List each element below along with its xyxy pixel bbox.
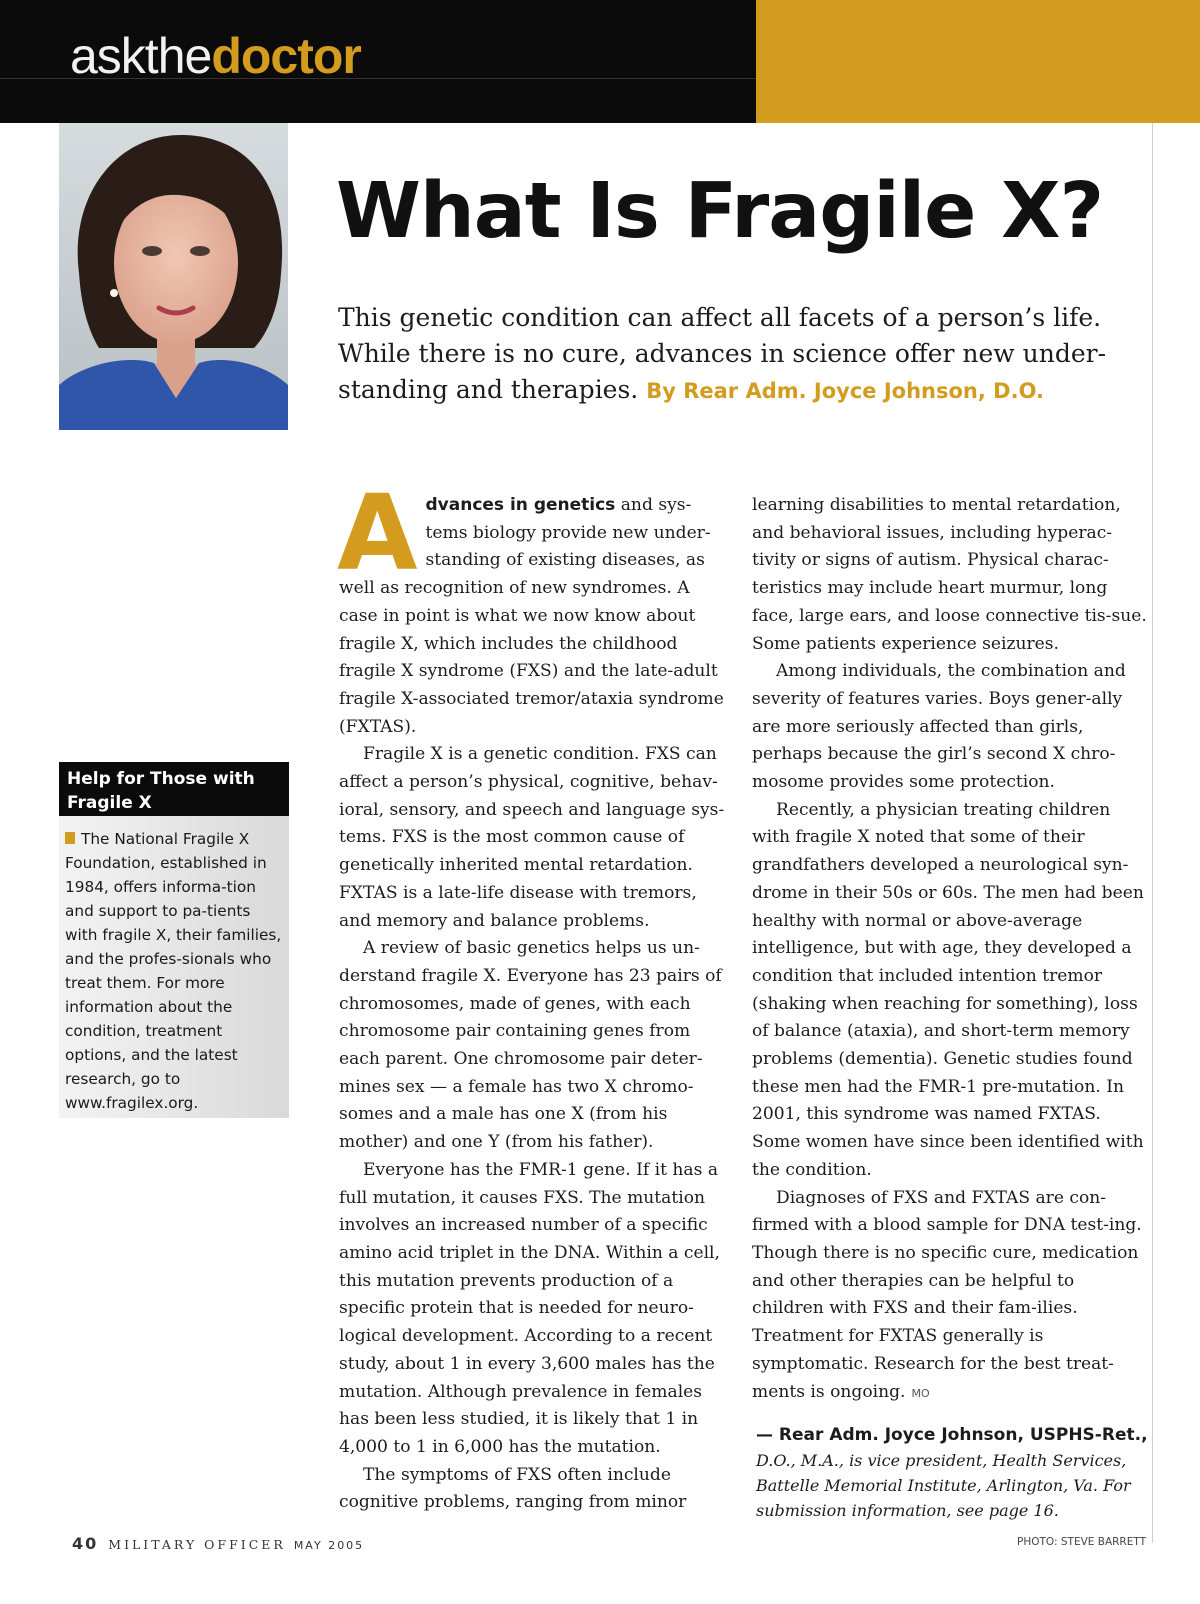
page-edge-line — [1152, 123, 1153, 1543]
page-number: 40 — [72, 1534, 99, 1553]
paragraph: A review of basic genetics helps us un-derstand fragile X. Everyone has 23 pairs of chromosomes, made of genes, with each chromosome pair containing genes from each parent. One chromosome pair deter-mines sex — a female has two X chromo-somes and a male has one X (from his mother) and one Y (from his father). — [339, 938, 722, 1153]
author-signature — [756, 1422, 1156, 1523]
sidebar-body — [59, 816, 289, 1118]
paragraph: Among individuals, the combination and severity of features varies. Boys gener-ally are more seriously affected than girls, perhaps because the girl’s second X chro-mosome provides some protection. — [752, 661, 1126, 793]
page-footer — [72, 1534, 364, 1553]
deck-text: This genetic condition can affect all facets of a person’s life. While there is no cure, advances in science offer new under-standing and therapies. — [338, 303, 1107, 404]
publication-name: MILITARY OFFICER — [108, 1537, 286, 1552]
article-deck — [338, 300, 1178, 409]
paragraph: learning disabilities to mental retardation, and behavioral issues, including hyperac-tivity or signs of autism. Physical charac-teristics may include heart murmur, long face, large ears, and loose connective tis-sue. Some patients experience seizures. — [752, 495, 1147, 654]
paragraph — [752, 1185, 1147, 1408]
issue-date: MAY 2005 — [293, 1539, 365, 1552]
sidebar-text: The National Fragile X Foundation, established in 1984, offers informa-tion and support to pa-tients with fragile X, their families, and the profes-sionals who treat them. For more information about the condition, treatment options, and the latest research, go to www.fragilex.org. — [65, 830, 282, 1112]
sidebar-title: Help for Those with Fragile X — [59, 762, 289, 816]
signature-name: — Rear Adm. Joyce Johnson, USPHS-Ret., — [756, 1425, 1148, 1445]
end-mark: MO — [911, 1386, 930, 1400]
section-title-doctor: doctor — [211, 28, 361, 84]
article-headline: What Is Fragile X? — [336, 167, 1104, 256]
article-column-1 — [337, 472, 728, 1517]
author-photo — [59, 123, 288, 430]
signature-bio: D.O., M.A., is vice president, Health Services, Battelle Memorial Institute, Arlington, Va. For submission information, see page 16. — [756, 1451, 1131, 1520]
section-title — [70, 26, 361, 86]
header-accent-bar — [756, 0, 1200, 123]
paragraph: The symptoms of FXS often include cognitive problems, ranging from minor — [339, 1464, 687, 1513]
paragraph: Everyone has the FMR-1 gene. If it has a full mutation, it causes FXS. The mutation involves an increased number of a specific amino acid triplet in the DNA. Within a cell, this mutation prevents production of a specific protein that is needed for neuro-logical development. According to a recent study, about 1 in every 3,600 males has the mutation. Although prevalence in females has been less studied, it is likely that 1 in 4,000 to 1 in 6,000 has the mutation. — [339, 1159, 720, 1457]
paragraph-text: and sys-tems biology provide new under-standing of existing diseases, as well as recognition of new syndromes. A case in point is what we now know about fragile X, which includes the childhood fragile X syndrome (FXS) and the late-adult fragile X-associated tremor/ataxia syndrome (FXTAS). — [339, 495, 724, 737]
paragraph: Fragile X is a genetic condition. FXS can affect a person’s physical, cognitive, behav-ioral, sensory, and speech and language sys-tems. FXS is the most common cause of genetically inherited mental retardation. FXTAS is a late-life disease with tremors, and memory and balance problems. — [339, 744, 725, 931]
article-column-2 — [752, 492, 1147, 1407]
lead-in: dvances in genetics — [425, 495, 616, 515]
photo-credit: PHOTO: STEVE BARRETT — [1017, 1536, 1146, 1548]
paragraph — [337, 472, 728, 741]
section-title-ask: askthe — [70, 28, 212, 84]
drop-cap: A — [337, 472, 418, 594]
paragraph: Recently, a physician treating children with fragile X noted that some of their grandfathers developed a neurological syn-drome in their 50s or 60s. The men had been healthy with normal or above-average intelligence, but with age, they developed a condition that included intention tremor (shaking when reaching for something), loss of balance (ataxia), and short-term memory problems (dementia). Genetic studies found these men had the FMR-1 pre-mutation. In 2001, this syndrome was named FXTAS. Some women have since been identified with the condition. — [752, 799, 1144, 1180]
square-bullet-icon — [65, 832, 75, 844]
paragraph-text: Diagnoses of FXS and FXTAS are con-firmed with a blood sample for DNA test-ing. Though there is no specific cure, medication and other therapies can be helpful to children with FXS and their fam-ilies. Treatment for FXTAS generally is symptomatic. Research for the best treat-ments is ongoing. — [752, 1187, 1142, 1402]
author-portrait-image — [59, 123, 288, 430]
article-byline: By Rear Adm. Joyce Johnson, D.O. — [646, 379, 1044, 403]
